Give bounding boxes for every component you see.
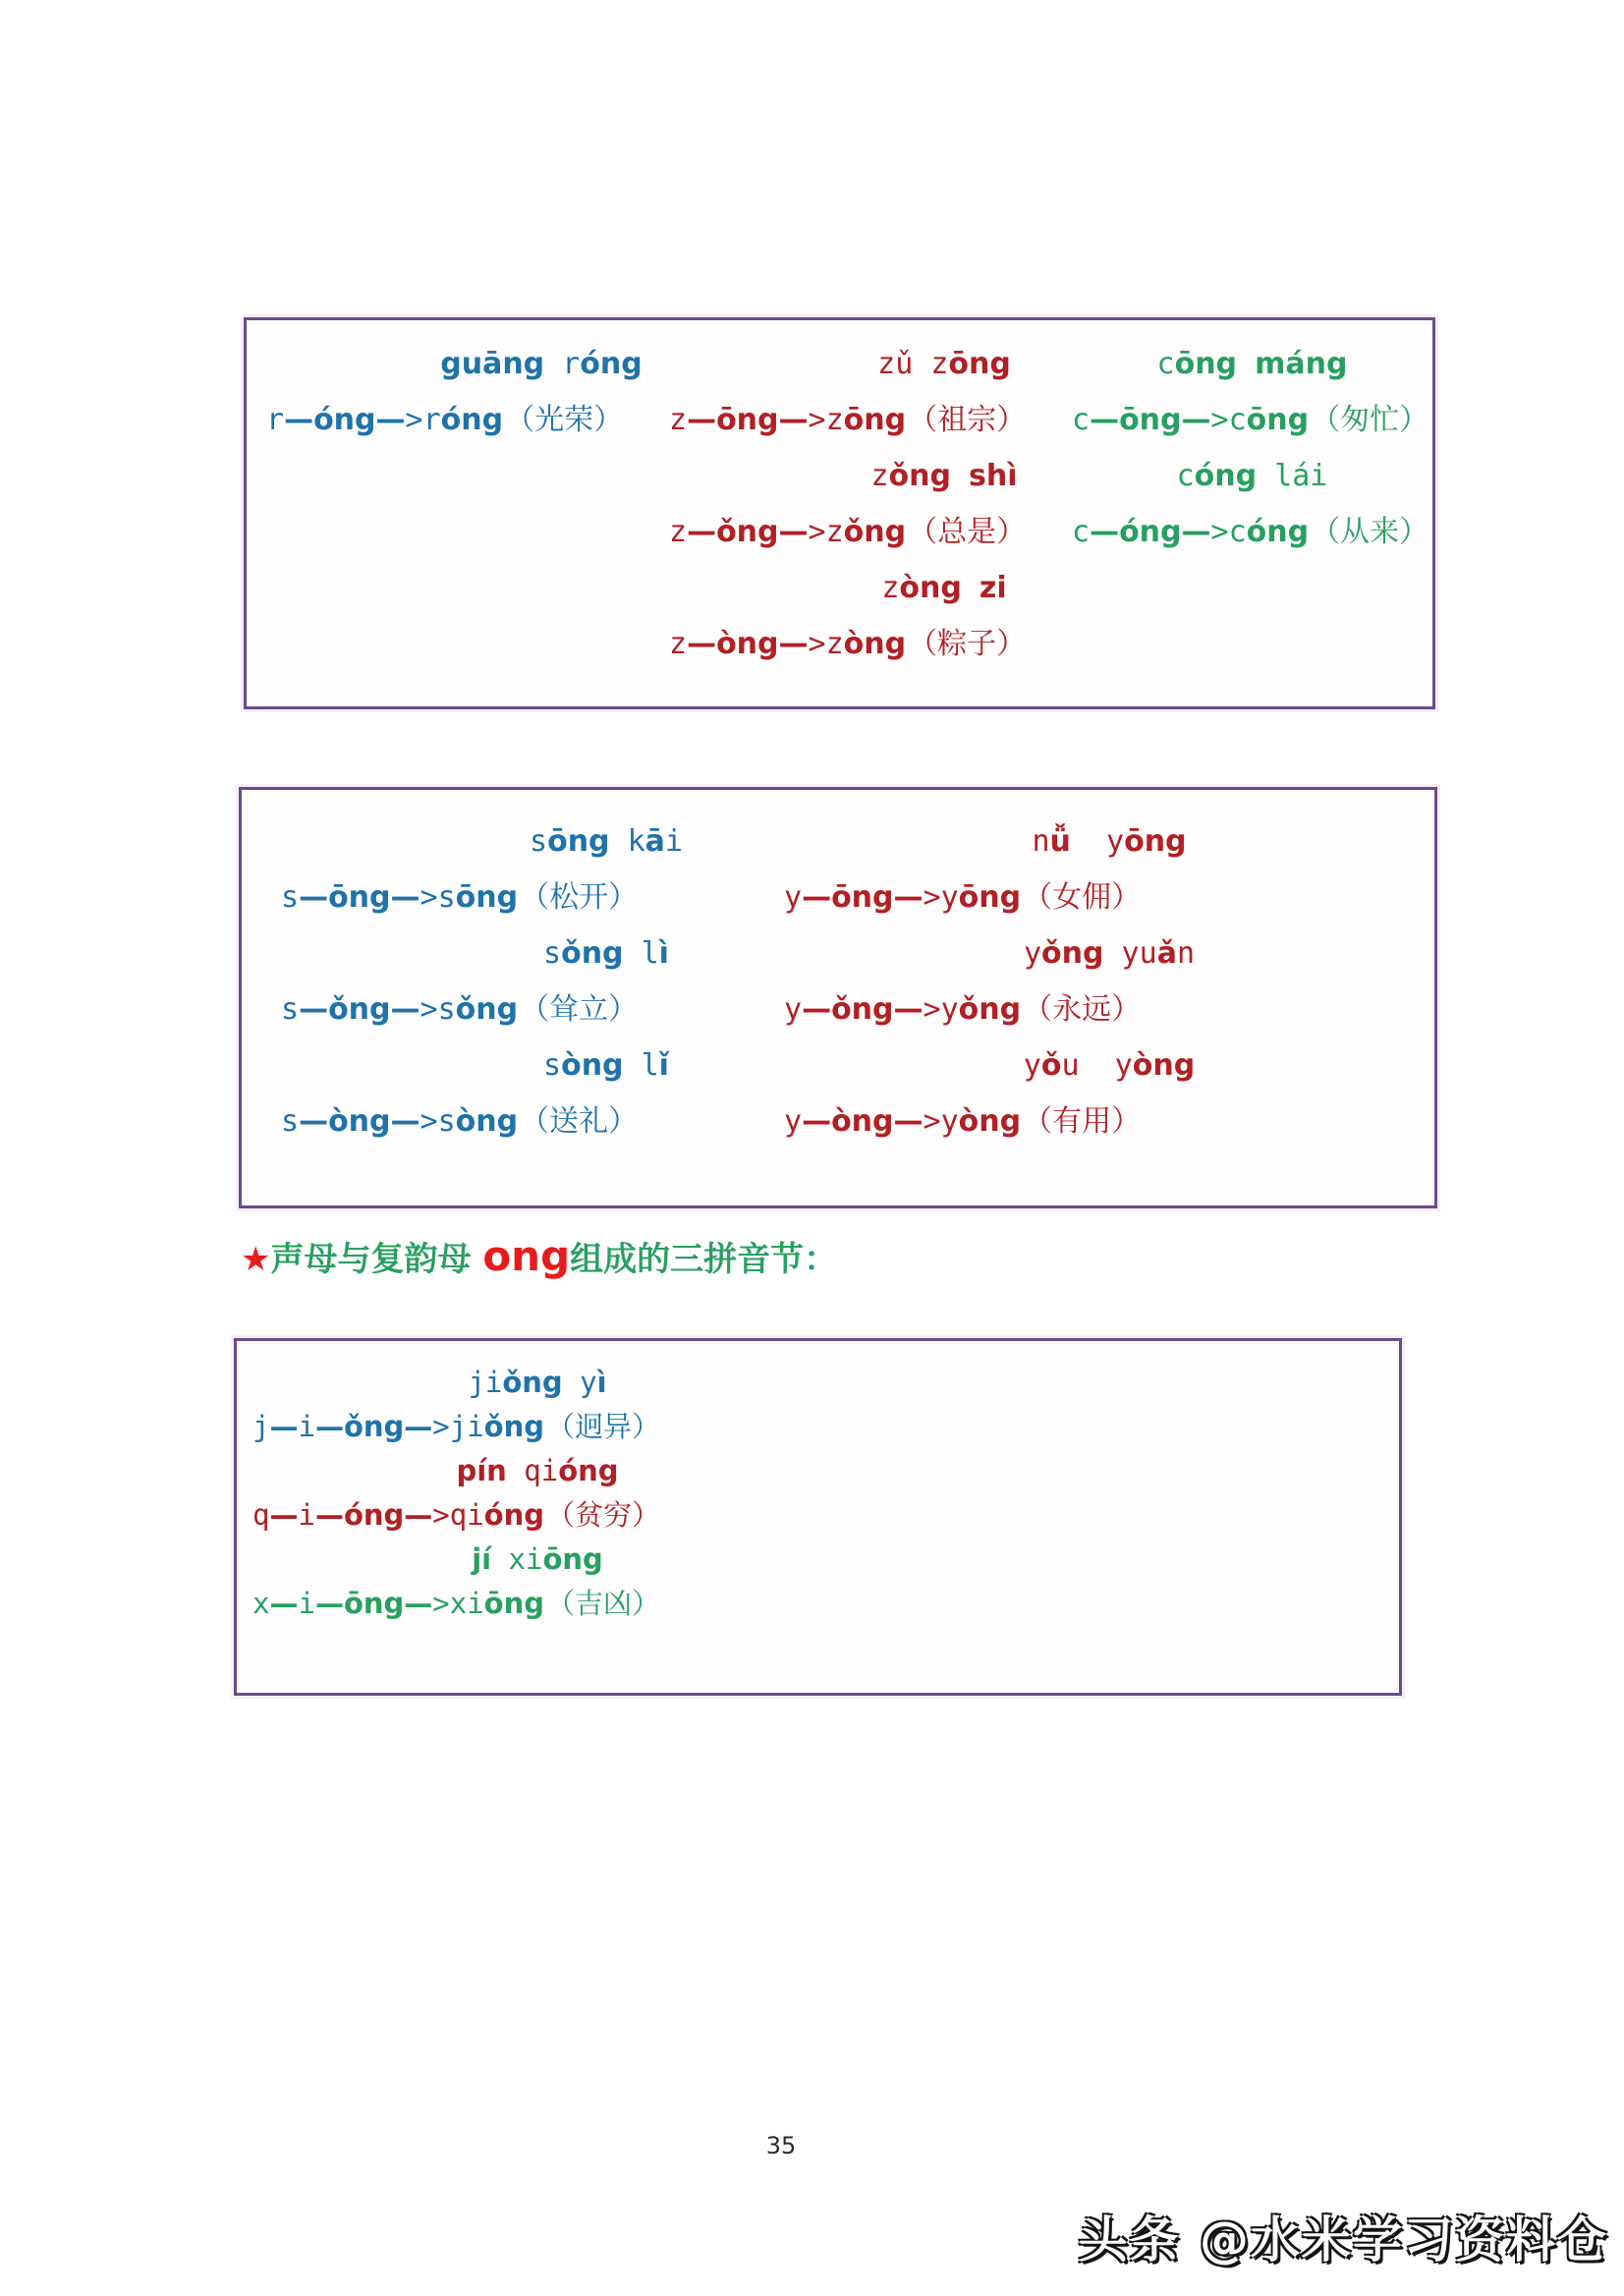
chinese-word: （松开） xyxy=(520,880,639,915)
pinyin-segment: ǒng xyxy=(716,515,779,549)
watermark: 头条 @水米学习资料仓 xyxy=(1078,2212,1608,2268)
pinyin-segment: — xyxy=(314,1498,344,1532)
pinyin-formula xyxy=(281,1093,784,1149)
pinyin-segment: — xyxy=(687,627,717,661)
pinyin-segment: s xyxy=(437,880,456,915)
pinyin-segment: ji xyxy=(468,1366,503,1399)
pinyin-segment: > xyxy=(808,515,826,549)
pinyin-segment: yu xyxy=(1103,936,1157,971)
pinyin-word-label xyxy=(784,925,1434,981)
pinyin-segment: > xyxy=(923,1104,941,1139)
pinyin-segment: — xyxy=(893,992,924,1027)
pinyin-segment: ōng xyxy=(716,403,779,437)
pinyin-segment: ōng xyxy=(843,403,907,437)
pinyin-segment: — xyxy=(1090,403,1120,437)
pinyin-segment: — xyxy=(299,992,329,1027)
pinyin-box-3 xyxy=(234,1338,1402,1696)
pinyin-segment: > xyxy=(420,1104,438,1139)
pinyin-segment: òng xyxy=(899,571,962,605)
pinyin-segment: ōng xyxy=(1124,824,1187,859)
pinyin-segment: y xyxy=(940,1104,959,1139)
chinese-word: （耸立） xyxy=(520,992,639,1027)
pinyin-segment: — xyxy=(778,515,809,549)
pinyin-segment: ā xyxy=(644,824,665,859)
pinyin-segment: ōng xyxy=(1246,403,1310,437)
pinyin-segment: l xyxy=(623,936,659,971)
pinyin-formula xyxy=(669,616,1072,672)
star-icon: ★ xyxy=(241,1240,271,1279)
pinyin-segment: i xyxy=(298,1410,315,1443)
pinyin-word-label xyxy=(307,1538,768,1582)
pinyin-segment: i xyxy=(526,1542,543,1576)
pinyin-segment: ǒng xyxy=(958,992,1022,1027)
pinyin-segment: — xyxy=(687,515,717,549)
pinyin-segment: z xyxy=(870,459,889,493)
pinyin-segment: i xyxy=(298,1587,315,1620)
chinese-word: （贫穷） xyxy=(545,1498,660,1532)
pinyin-segment: z xyxy=(669,403,688,437)
pinyin-segment: — xyxy=(1181,403,1211,437)
pinyin-segment: ǒng xyxy=(328,992,391,1027)
pinyin-formula xyxy=(669,392,1072,448)
pinyin-segment: ōng xyxy=(542,1542,603,1576)
pinyin-segment: > xyxy=(432,1587,450,1620)
pinyin-segment: z xyxy=(825,403,844,437)
pinyin-segment: q xyxy=(506,1454,541,1487)
pinyin-segment: z xyxy=(825,627,844,661)
pinyin-segment: — xyxy=(269,1587,299,1620)
pinyin-segment: ǒ xyxy=(1040,1048,1062,1083)
pinyin-segment: u y xyxy=(1061,1048,1133,1083)
pinyin-segment: j xyxy=(252,1410,270,1443)
pinyin-word-label xyxy=(307,1449,768,1493)
pinyin-segment: y xyxy=(1023,1048,1041,1083)
pinyin-formula xyxy=(669,504,1072,560)
chinese-word: （女佣） xyxy=(1023,880,1142,915)
pinyin-segment: — xyxy=(314,1587,344,1620)
pinyin-segment: ǒng xyxy=(888,459,951,493)
pinyin-segment: — xyxy=(1181,515,1211,549)
pinyin-segment: ǒng xyxy=(483,1410,544,1443)
pinyin-segment: òng xyxy=(328,1104,391,1139)
pinyin-formula xyxy=(281,981,784,1037)
pinyin-segment: c xyxy=(1228,515,1247,549)
pinyin-segment: óng xyxy=(1194,459,1258,493)
heading-text-lead: 声母与复韵母 xyxy=(270,1240,483,1279)
pinyin-segment: s xyxy=(281,1104,300,1139)
pinyin-segment: x xyxy=(252,1587,270,1620)
section-heading xyxy=(241,1228,837,1287)
pinyin-segment: — xyxy=(802,992,832,1027)
pinyin-segment: — xyxy=(299,1104,329,1139)
pinyin-formula xyxy=(1072,392,1432,448)
pinyin-segment: ǚ xyxy=(1049,824,1071,859)
pinyin-formula xyxy=(252,1582,714,1626)
pinyin-segment: > xyxy=(808,403,826,437)
pinyin-word-label xyxy=(355,925,858,981)
pinyin-word-label xyxy=(1072,336,1432,392)
pinyin-column xyxy=(784,813,1434,1149)
pinyin-segment: > xyxy=(420,992,438,1027)
chinese-word: （匆忙） xyxy=(1311,403,1429,437)
pinyin-segment: òng xyxy=(831,1104,894,1139)
pinyin-segment: k xyxy=(609,824,645,859)
pinyin-segment xyxy=(951,459,969,493)
pinyin-box-2 xyxy=(239,787,1437,1208)
pinyin-segment: óng xyxy=(483,1498,544,1532)
pinyin-segment: c xyxy=(1176,459,1195,493)
pinyin-column xyxy=(266,336,669,448)
chinese-word: （有用） xyxy=(1023,1104,1142,1139)
pinyin-segment: > xyxy=(420,880,438,915)
chinese-word: （从来） xyxy=(1311,515,1429,549)
pinyin-segment: òng xyxy=(843,627,907,661)
pinyin-segment xyxy=(544,347,562,381)
pinyin-segment: — xyxy=(390,880,420,915)
pinyin-box-1 xyxy=(244,317,1435,709)
pinyin-segment: s xyxy=(543,936,562,971)
pinyin-segment: ōng xyxy=(328,880,391,915)
pinyin-segment: òng xyxy=(455,1104,519,1139)
pinyin-segment: c xyxy=(1072,515,1091,549)
pinyin-segment: s xyxy=(543,1048,562,1083)
pinyin-segment: z xyxy=(881,571,900,605)
pinyin-segment: ji xyxy=(449,1410,484,1443)
pinyin-column xyxy=(1072,336,1432,560)
pinyin-segment: ǒng xyxy=(502,1366,563,1399)
pinyin-segment: — xyxy=(404,1498,433,1532)
pinyin-segment: — xyxy=(269,1410,299,1443)
pinyin-segment: c xyxy=(1156,347,1175,381)
pinyin-segment: máng xyxy=(1255,347,1348,381)
pinyin-segment: > xyxy=(808,627,826,661)
pinyin-segment: ōng xyxy=(831,880,894,915)
pinyin-segment: shì xyxy=(969,459,1018,493)
chinese-word: （送礼） xyxy=(520,1104,639,1139)
pinyin-segment: óng xyxy=(440,403,504,437)
page-number: 35 xyxy=(765,2132,797,2159)
pinyin-segment: ōng xyxy=(343,1587,405,1620)
heading-ong: ong xyxy=(482,1232,571,1280)
pinyin-segment: ǎ xyxy=(1156,936,1177,971)
pinyin-segment: ōng xyxy=(958,880,1022,915)
pinyin-segment: s xyxy=(281,992,300,1027)
pinyin-segment: — xyxy=(299,880,329,915)
pinyin-word-label xyxy=(355,1037,858,1093)
pinyin-segment: — xyxy=(778,403,809,437)
pinyin-segment: òng xyxy=(716,627,779,661)
chinese-word: （粽子） xyxy=(908,627,1027,661)
chinese-word: （祖宗） xyxy=(908,403,1027,437)
pinyin-segment: óng xyxy=(580,347,643,381)
pinyin-segment: — xyxy=(687,403,717,437)
pinyin-word-label xyxy=(340,336,743,392)
heading-text-tail: 组成的三拼音节： xyxy=(570,1240,838,1279)
pinyin-segment: óng xyxy=(313,403,376,437)
pinyin-segment: z xyxy=(669,515,688,549)
pinyin-segment: ǒng xyxy=(343,1410,405,1443)
pinyin-word-label xyxy=(1072,448,1432,504)
pinyin-segment: n xyxy=(1176,936,1195,971)
pinyin-segment: c xyxy=(1228,403,1247,437)
pinyin-segment: i xyxy=(664,824,683,859)
pinyin-segment: i xyxy=(540,1454,559,1487)
pinyin-segment: ōng xyxy=(1174,347,1238,381)
pinyin-segment: — xyxy=(404,1410,433,1443)
pinyin-segment: z xyxy=(669,627,688,661)
pinyin-segment: n xyxy=(1032,824,1050,859)
pinyin-segment: > xyxy=(1210,403,1229,437)
pinyin-segment: ì xyxy=(596,1366,607,1399)
pinyin-segment: ì xyxy=(658,936,669,971)
pinyin-segment: ǒng xyxy=(561,936,624,971)
chinese-word: （总是） xyxy=(908,515,1027,549)
pinyin-segment: y xyxy=(940,880,959,915)
pinyin-segment: — xyxy=(802,1104,832,1139)
pinyin-segment: — xyxy=(390,992,420,1027)
pinyin-segment: > xyxy=(923,992,941,1027)
pinyin-segment: qi xyxy=(449,1498,484,1532)
pinyin-segment: lái xyxy=(1257,459,1328,493)
pinyin-segment: z xyxy=(825,515,844,549)
pinyin-segment: — xyxy=(778,627,809,661)
pinyin-segment: x xyxy=(491,1542,526,1576)
pinyin-segment: òng xyxy=(561,1048,624,1083)
pinyin-word-label xyxy=(784,813,1434,869)
pinyin-segment: r xyxy=(266,403,285,437)
pinyin-segment: s xyxy=(530,824,548,859)
chinese-word: （永远） xyxy=(1023,992,1142,1027)
pinyin-segment: y xyxy=(940,992,959,1027)
pinyin-segment: y xyxy=(562,1366,597,1399)
pinyin-segment: guāng xyxy=(440,347,545,381)
pinyin-segment: óng xyxy=(1246,515,1310,549)
pinyin-formula xyxy=(252,1405,714,1449)
pinyin-segment: y xyxy=(1023,936,1042,971)
pinyin-segment: pín xyxy=(456,1454,507,1487)
pinyin-segment: ǐ xyxy=(658,1048,669,1083)
pinyin-segment: ōng xyxy=(483,1587,544,1620)
pinyin-segment: r xyxy=(562,347,581,381)
pinyin-segment: — xyxy=(802,880,832,915)
pinyin-segment: óng xyxy=(558,1454,619,1487)
pinyin-formula xyxy=(1072,504,1432,560)
pinyin-segment: > xyxy=(432,1498,450,1532)
pinyin-segment: q xyxy=(252,1498,270,1532)
pinyin-segment: xi xyxy=(449,1587,484,1620)
pinyin-segment: s xyxy=(437,1104,456,1139)
chinese-word: （吉凶） xyxy=(545,1587,660,1620)
pinyin-segment: zi xyxy=(979,571,1007,605)
pinyin-segment: > xyxy=(405,403,423,437)
pinyin-column xyxy=(252,1361,714,1626)
pinyin-formula xyxy=(252,1493,714,1538)
pinyin-segment: y xyxy=(1070,824,1125,859)
pinyin-segment: > xyxy=(432,1410,450,1443)
pinyin-segment: y xyxy=(784,1104,803,1139)
pinyin-segment: y xyxy=(784,992,803,1027)
pinyin-segment: s xyxy=(281,880,300,915)
pinyin-column xyxy=(281,813,784,1149)
pinyin-segment: c xyxy=(1072,403,1091,437)
pinyin-segment: òng xyxy=(958,1104,1022,1139)
pinyin-word-label xyxy=(784,1037,1434,1093)
pinyin-segment: — xyxy=(390,1104,420,1139)
pinyin-segment: óng xyxy=(343,1498,405,1532)
chinese-word: （光荣） xyxy=(505,403,624,437)
pinyin-segment: ǒng xyxy=(831,992,894,1027)
pinyin-word-label xyxy=(743,560,1146,616)
pinyin-segment: ōng xyxy=(948,347,1011,381)
pinyin-segment: — xyxy=(284,403,314,437)
pinyin-segment: ǒng xyxy=(843,515,907,549)
pinyin-segment: óng xyxy=(1119,515,1182,549)
pinyin-word-label xyxy=(307,1361,768,1405)
pinyin-segment: — xyxy=(1090,515,1120,549)
pinyin-segment: ōng xyxy=(547,824,610,859)
pinyin-segment: ōng xyxy=(1119,403,1182,437)
pinyin-formula xyxy=(266,392,669,448)
pinyin-segment: — xyxy=(893,880,924,915)
pinyin-segment: l xyxy=(623,1048,659,1083)
pinyin-segment: — xyxy=(314,1410,344,1443)
pinyin-segment: s xyxy=(437,992,456,1027)
pinyin-segment xyxy=(1237,347,1255,381)
pinyin-formula xyxy=(784,1093,1434,1149)
pinyin-segment: — xyxy=(269,1498,299,1532)
pinyin-segment: > xyxy=(923,880,941,915)
pinyin-segment: y xyxy=(784,880,803,915)
pinyin-segment: r xyxy=(422,403,441,437)
pinyin-segment: ōng xyxy=(455,880,519,915)
pinyin-segment xyxy=(962,571,980,605)
pinyin-formula xyxy=(281,869,784,925)
pinyin-segment: — xyxy=(893,1104,924,1139)
pinyin-segment: ǒng xyxy=(455,992,519,1027)
pinyin-segment: òng xyxy=(1132,1048,1196,1083)
pinyin-formula xyxy=(784,981,1434,1037)
pinyin-formula xyxy=(784,869,1434,925)
pinyin-segment: i xyxy=(298,1498,315,1532)
pinyin-segment: jí xyxy=(472,1542,492,1576)
pinyin-segment: zǔ z xyxy=(877,347,949,381)
pinyin-segment: — xyxy=(404,1587,433,1620)
pinyin-word-label xyxy=(355,813,858,869)
pinyin-segment: — xyxy=(375,403,406,437)
pinyin-segment: ǒng xyxy=(1041,936,1104,971)
chinese-word: （迥异） xyxy=(545,1410,660,1443)
pinyin-segment: > xyxy=(1210,515,1229,549)
